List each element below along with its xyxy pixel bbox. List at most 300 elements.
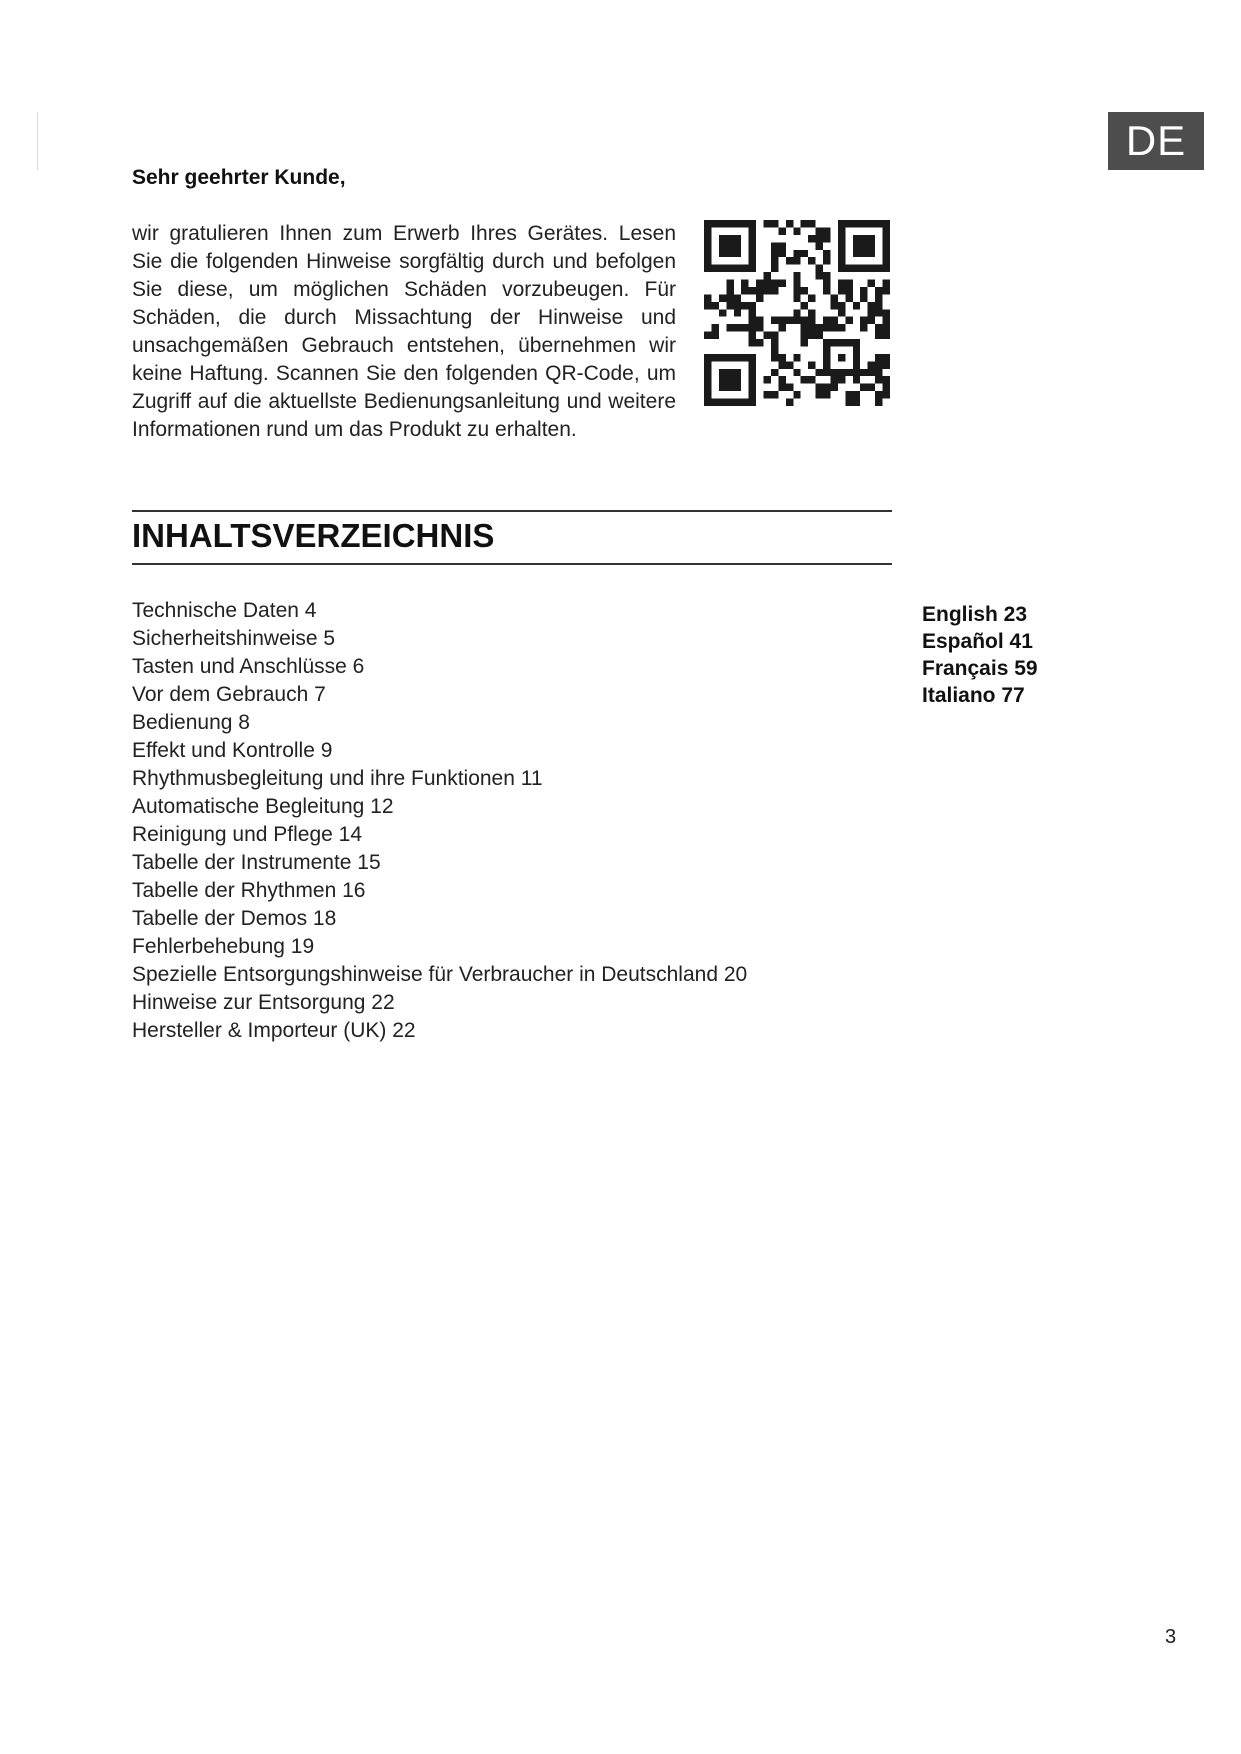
qr-module: [830, 317, 837, 324]
qr-module: [830, 302, 837, 309]
qr-module: [853, 361, 860, 368]
qr-module: [734, 265, 741, 272]
qr-module: [704, 220, 711, 227]
qr-module: [868, 361, 875, 368]
qr-module: [749, 235, 756, 242]
qr-module: [801, 324, 808, 331]
qr-module: [853, 235, 860, 242]
qr-module: [726, 354, 733, 361]
qr-module: [711, 265, 718, 272]
qr-module: [711, 324, 718, 331]
qr-module: [823, 354, 830, 361]
qr-module: [853, 376, 860, 383]
qr-module: [749, 287, 756, 294]
qr-module: [786, 384, 793, 391]
qr-module: [830, 384, 837, 391]
qr-module: [823, 384, 830, 391]
qr-module: [793, 257, 800, 264]
qr-module: [726, 287, 733, 294]
qr-module: [749, 220, 756, 227]
qr-module: [816, 272, 823, 279]
qr-module: [838, 354, 845, 361]
qr-module: [726, 235, 733, 242]
qr-module: [719, 250, 726, 257]
qr-module: [793, 250, 800, 257]
qr-module: [704, 332, 711, 339]
qr-module: [853, 265, 860, 272]
qr-module: [823, 361, 830, 368]
toc-item[interactable]: Tabelle der Rhythmen 16: [132, 879, 366, 902]
qr-module: [883, 309, 890, 316]
qr-module: [734, 309, 741, 316]
qr-module: [786, 220, 793, 227]
qr-module: [734, 324, 741, 331]
qr-module: [860, 265, 867, 272]
qr-module: [771, 339, 778, 346]
qr-module: [749, 399, 756, 406]
qr-module: [838, 280, 845, 287]
qr-module: [823, 257, 830, 264]
qr-module: [816, 235, 823, 242]
qr-module: [704, 369, 711, 376]
qr-module: [793, 354, 800, 361]
qr-module: [838, 250, 845, 257]
qr-module: [704, 399, 711, 406]
qr-module: [778, 361, 785, 368]
qr-module: [845, 280, 852, 287]
qr-module: [816, 332, 823, 339]
qr-module: [726, 399, 733, 406]
qr-module: [704, 376, 711, 383]
toc-item[interactable]: Rhythmusbegleitung und ihre Funktionen 11: [132, 767, 543, 790]
qr-module: [808, 361, 815, 368]
qr-module: [749, 317, 756, 324]
qr-module: [719, 235, 726, 242]
qr-module: [868, 242, 875, 249]
qr-module: [845, 399, 852, 406]
toc-item[interactable]: Spezielle Entsorgungshinweise für Verbraucher in Deutschland 20: [132, 963, 748, 986]
toc-item[interactable]: Hersteller & Importeur (UK) 22: [132, 1019, 416, 1042]
qr-module: [875, 376, 882, 383]
qr-module: [860, 317, 867, 324]
qr-module: [838, 227, 845, 234]
qr-module: [749, 361, 756, 368]
qr-module: [883, 391, 890, 398]
qr-module: [704, 242, 711, 249]
qr-module: [860, 235, 867, 242]
qr-module: [801, 287, 808, 294]
qr-module: [771, 317, 778, 324]
toc-item[interactable]: Bedienung 8: [132, 711, 250, 734]
qr-module: [823, 250, 830, 257]
qr-module: [741, 399, 748, 406]
qr-module: [838, 302, 845, 309]
qr-module: [883, 354, 890, 361]
qr-module: [771, 257, 778, 264]
qr-module: [860, 369, 867, 376]
qr-module: [704, 265, 711, 272]
qr-module: [883, 280, 890, 287]
qr-module: [883, 257, 890, 264]
qr-module: [816, 369, 823, 376]
qr-module: [726, 376, 733, 383]
qr-module: [808, 294, 815, 301]
qr-module: [875, 287, 882, 294]
qr-module: [875, 332, 882, 339]
qr-module: [883, 361, 890, 368]
qr-module: [749, 354, 756, 361]
qr-module: [704, 227, 711, 234]
qr-module: [875, 369, 882, 376]
qr-module: [793, 227, 800, 234]
qr-module: [853, 220, 860, 227]
qr-module: [734, 235, 741, 242]
qr-module: [868, 265, 875, 272]
toc-item[interactable]: Sicherheitshinweise 5: [132, 627, 336, 650]
qr-module: [838, 220, 845, 227]
qr-module: [719, 399, 726, 406]
qr-module: [711, 399, 718, 406]
margin-line: [37, 112, 38, 170]
qr-module: [860, 250, 867, 257]
qr-module: [868, 302, 875, 309]
qr-module: [771, 346, 778, 353]
toc-item[interactable]: Technische Daten 4: [132, 599, 317, 622]
qr-module: [786, 317, 793, 324]
qr-module: [838, 376, 845, 383]
qr-module: [786, 399, 793, 406]
qr-module: [838, 309, 845, 316]
qr-module: [883, 265, 890, 272]
qr-module: [830, 369, 837, 376]
qr-module: [704, 302, 711, 309]
qr-module: [823, 235, 830, 242]
qr-module: [756, 280, 763, 287]
qr-module: [704, 235, 711, 242]
qr-module: [741, 220, 748, 227]
qr-module: [845, 287, 852, 294]
qr-module: [711, 354, 718, 361]
qr-module: [830, 294, 837, 301]
qr-module: [749, 302, 756, 309]
qr-module: [726, 384, 733, 391]
qr-module: [726, 324, 733, 331]
qr-module: [704, 361, 711, 368]
qr-module: [883, 317, 890, 324]
language-link-italian[interactable]: Italiano 77: [922, 684, 1025, 707]
qr-module: [756, 294, 763, 301]
qr-module: [786, 257, 793, 264]
toc-item[interactable]: Effekt und Kontrolle 9: [132, 739, 333, 762]
qr-module: [808, 324, 815, 331]
qr-module: [808, 235, 815, 242]
qr-module: [734, 399, 741, 406]
qr-module: [875, 265, 882, 272]
language-list: [922, 601, 1038, 709]
qr-module: [719, 294, 726, 301]
qr-module: [741, 354, 748, 361]
qr-module: [749, 384, 756, 391]
qr-module: [764, 220, 771, 227]
qr-module: [704, 354, 711, 361]
qr-module: [801, 220, 808, 227]
qr-module: [875, 220, 882, 227]
qr-module: [883, 376, 890, 383]
qr-module: [749, 369, 756, 376]
qr-code-icon[interactable]: [704, 220, 890, 406]
qr-module: [793, 391, 800, 398]
qr-module: [838, 265, 845, 272]
qr-module: [823, 324, 830, 331]
qr-module: [741, 287, 748, 294]
toc-item[interactable]: Tabelle der Instrumente 15: [132, 851, 381, 874]
qr-module: [808, 332, 815, 339]
qr-module: [726, 302, 733, 309]
qr-module: [778, 227, 785, 234]
qr-module: [860, 384, 867, 391]
qr-module: [808, 257, 815, 264]
qr-module: [801, 339, 808, 346]
qr-module: [793, 317, 800, 324]
qr-module: [704, 250, 711, 257]
qr-module: [838, 369, 845, 376]
qr-module: [726, 265, 733, 272]
qr-module: [845, 369, 852, 376]
qr-module: [786, 361, 793, 368]
toc-item[interactable]: Hinweise zur Entsorgung 22: [132, 991, 395, 1014]
toc-item[interactable]: Reinigung und Pflege 14: [132, 823, 363, 846]
qr-module: [793, 309, 800, 316]
qr-module: [719, 242, 726, 249]
qr-module: [801, 332, 808, 339]
qr-module: [845, 265, 852, 272]
qr-module: [771, 242, 778, 249]
qr-module: [868, 317, 875, 324]
qr-module: [734, 294, 741, 301]
qr-module: [823, 317, 830, 324]
qr-module: [726, 250, 733, 257]
qr-module: [778, 242, 785, 249]
qr-module: [771, 332, 778, 339]
qr-module: [711, 302, 718, 309]
qr-module: [719, 265, 726, 272]
qr-module: [883, 324, 890, 331]
qr-module: [771, 369, 778, 376]
qr-module: [778, 324, 785, 331]
qr-module: [860, 287, 867, 294]
qr-module: [823, 280, 830, 287]
qr-module: [860, 242, 867, 249]
qr-module: [749, 324, 756, 331]
qr-module: [868, 369, 875, 376]
qr-module: [875, 399, 882, 406]
qr-module: [860, 324, 867, 331]
qr-module: [838, 242, 845, 249]
qr-module: [801, 250, 808, 257]
language-link-french[interactable]: Français 59: [922, 657, 1038, 680]
qr-module: [778, 250, 785, 257]
qr-module: [741, 280, 748, 287]
qr-module: [853, 339, 860, 346]
qr-module: [883, 250, 890, 257]
qr-module: [853, 250, 860, 257]
qr-module: [778, 376, 785, 383]
qr-module: [741, 302, 748, 309]
qr-module: [741, 324, 748, 331]
qr-module: [816, 391, 823, 398]
qr-module: [838, 235, 845, 242]
qr-module: [749, 250, 756, 257]
qr-module: [845, 339, 852, 346]
qr-module: [883, 384, 890, 391]
qr-module: [823, 369, 830, 376]
qr-module: [823, 339, 830, 346]
qr-module: [756, 339, 763, 346]
qr-module: [868, 280, 875, 287]
qr-module: [704, 294, 711, 301]
qr-module: [771, 280, 778, 287]
toc-item[interactable]: Fehlerbehebung 19: [132, 935, 315, 958]
qr-module: [883, 227, 890, 234]
qr-module: [801, 317, 808, 324]
qr-module: [764, 272, 771, 279]
qr-module: [793, 369, 800, 376]
qr-module: [883, 332, 890, 339]
qr-module: [845, 317, 852, 324]
qr-module: [756, 324, 763, 331]
qr-module: [749, 309, 756, 316]
qr-module: [719, 220, 726, 227]
qr-module: [883, 235, 890, 242]
qr-module: [726, 220, 733, 227]
qr-module: [793, 272, 800, 279]
qr-module: [875, 354, 882, 361]
qr-module: [838, 257, 845, 264]
toc-list: [132, 597, 747, 1045]
qr-module: [816, 227, 823, 234]
qr-module: [771, 265, 778, 272]
qr-module: [853, 354, 860, 361]
qr-module: [793, 287, 800, 294]
qr-module: [875, 324, 882, 331]
qr-module: [808, 309, 815, 316]
qr-module: [778, 317, 785, 324]
qr-module: [868, 235, 875, 242]
qr-module: [734, 302, 741, 309]
qr-module: [734, 250, 741, 257]
qr-module: [883, 287, 890, 294]
qr-module: [816, 242, 823, 249]
qr-module: [875, 302, 882, 309]
qr-module: [749, 227, 756, 234]
qr-module: [778, 354, 785, 361]
qr-module: [845, 391, 852, 398]
qr-module: [749, 376, 756, 383]
toc-item[interactable]: Tabelle der Demos 18: [132, 907, 337, 930]
qr-module: [764, 376, 771, 383]
qr-module: [704, 391, 711, 398]
qr-module: [749, 257, 756, 264]
qr-module: [764, 287, 771, 294]
qr-module: [860, 294, 867, 301]
qr-module: [756, 287, 763, 294]
qr-module: [764, 280, 771, 287]
language-badge: DE: [1108, 112, 1204, 170]
qr-module: [853, 302, 860, 309]
qr-module: [816, 384, 823, 391]
language-link-spanish[interactable]: Español 41: [922, 630, 1033, 653]
qr-module: [726, 294, 733, 301]
qr-module: [778, 384, 785, 391]
qr-module: [704, 384, 711, 391]
language-link-english[interactable]: English 23: [922, 603, 1028, 626]
greeting-heading: Sehr geehrter Kunde,: [132, 166, 346, 189]
qr-module: [853, 369, 860, 376]
qr-module: [711, 332, 718, 339]
toc-item[interactable]: Tasten und Anschlüsse 6: [132, 655, 365, 678]
qr-module: [823, 272, 830, 279]
qr-module: [808, 220, 815, 227]
qr-module: [719, 369, 726, 376]
qr-module: [868, 220, 875, 227]
toc-rule-bottom: [132, 563, 892, 565]
qr-module: [823, 346, 830, 353]
qr-module: [845, 220, 852, 227]
qr-module: [734, 220, 741, 227]
qr-module: [726, 280, 733, 287]
qr-module: [719, 354, 726, 361]
qr-module: [883, 220, 890, 227]
qr-module: [793, 294, 800, 301]
qr-module: [816, 324, 823, 331]
qr-module: [830, 324, 837, 331]
qr-module: [749, 391, 756, 398]
qr-module: [808, 317, 815, 324]
qr-module: [704, 257, 711, 264]
qr-module: [830, 339, 837, 346]
qr-module: [875, 391, 882, 398]
qr-module: [726, 369, 733, 376]
qr-module: [741, 265, 748, 272]
qr-module: [719, 384, 726, 391]
qr-module: [711, 220, 718, 227]
qr-module: [868, 384, 875, 391]
qr-module: [875, 361, 882, 368]
qr-module: [734, 242, 741, 249]
qr-module: [823, 227, 830, 234]
qr-module: [771, 250, 778, 257]
qr-module: [771, 354, 778, 361]
toc-item[interactable]: Automatische Begleitung 12: [132, 795, 394, 818]
qr-module: [719, 309, 726, 316]
qr-module: [801, 302, 808, 309]
qr-module: [875, 294, 882, 301]
qr-module: [771, 220, 778, 227]
qr-module: [823, 391, 830, 398]
qr-module: [868, 309, 875, 316]
qr-module: [801, 376, 808, 383]
qr-module: [793, 280, 800, 287]
qr-module: [838, 324, 845, 331]
qr-module: [868, 250, 875, 257]
qr-module: [883, 242, 890, 249]
toc-item[interactable]: Vor dem Gebrauch 7: [132, 683, 326, 706]
toc-title: INHALTSVERZEICHNIS: [132, 517, 495, 554]
qr-module: [853, 242, 860, 249]
qr-module: [771, 287, 778, 294]
qr-module: [734, 384, 741, 391]
qr-module: [764, 391, 771, 398]
